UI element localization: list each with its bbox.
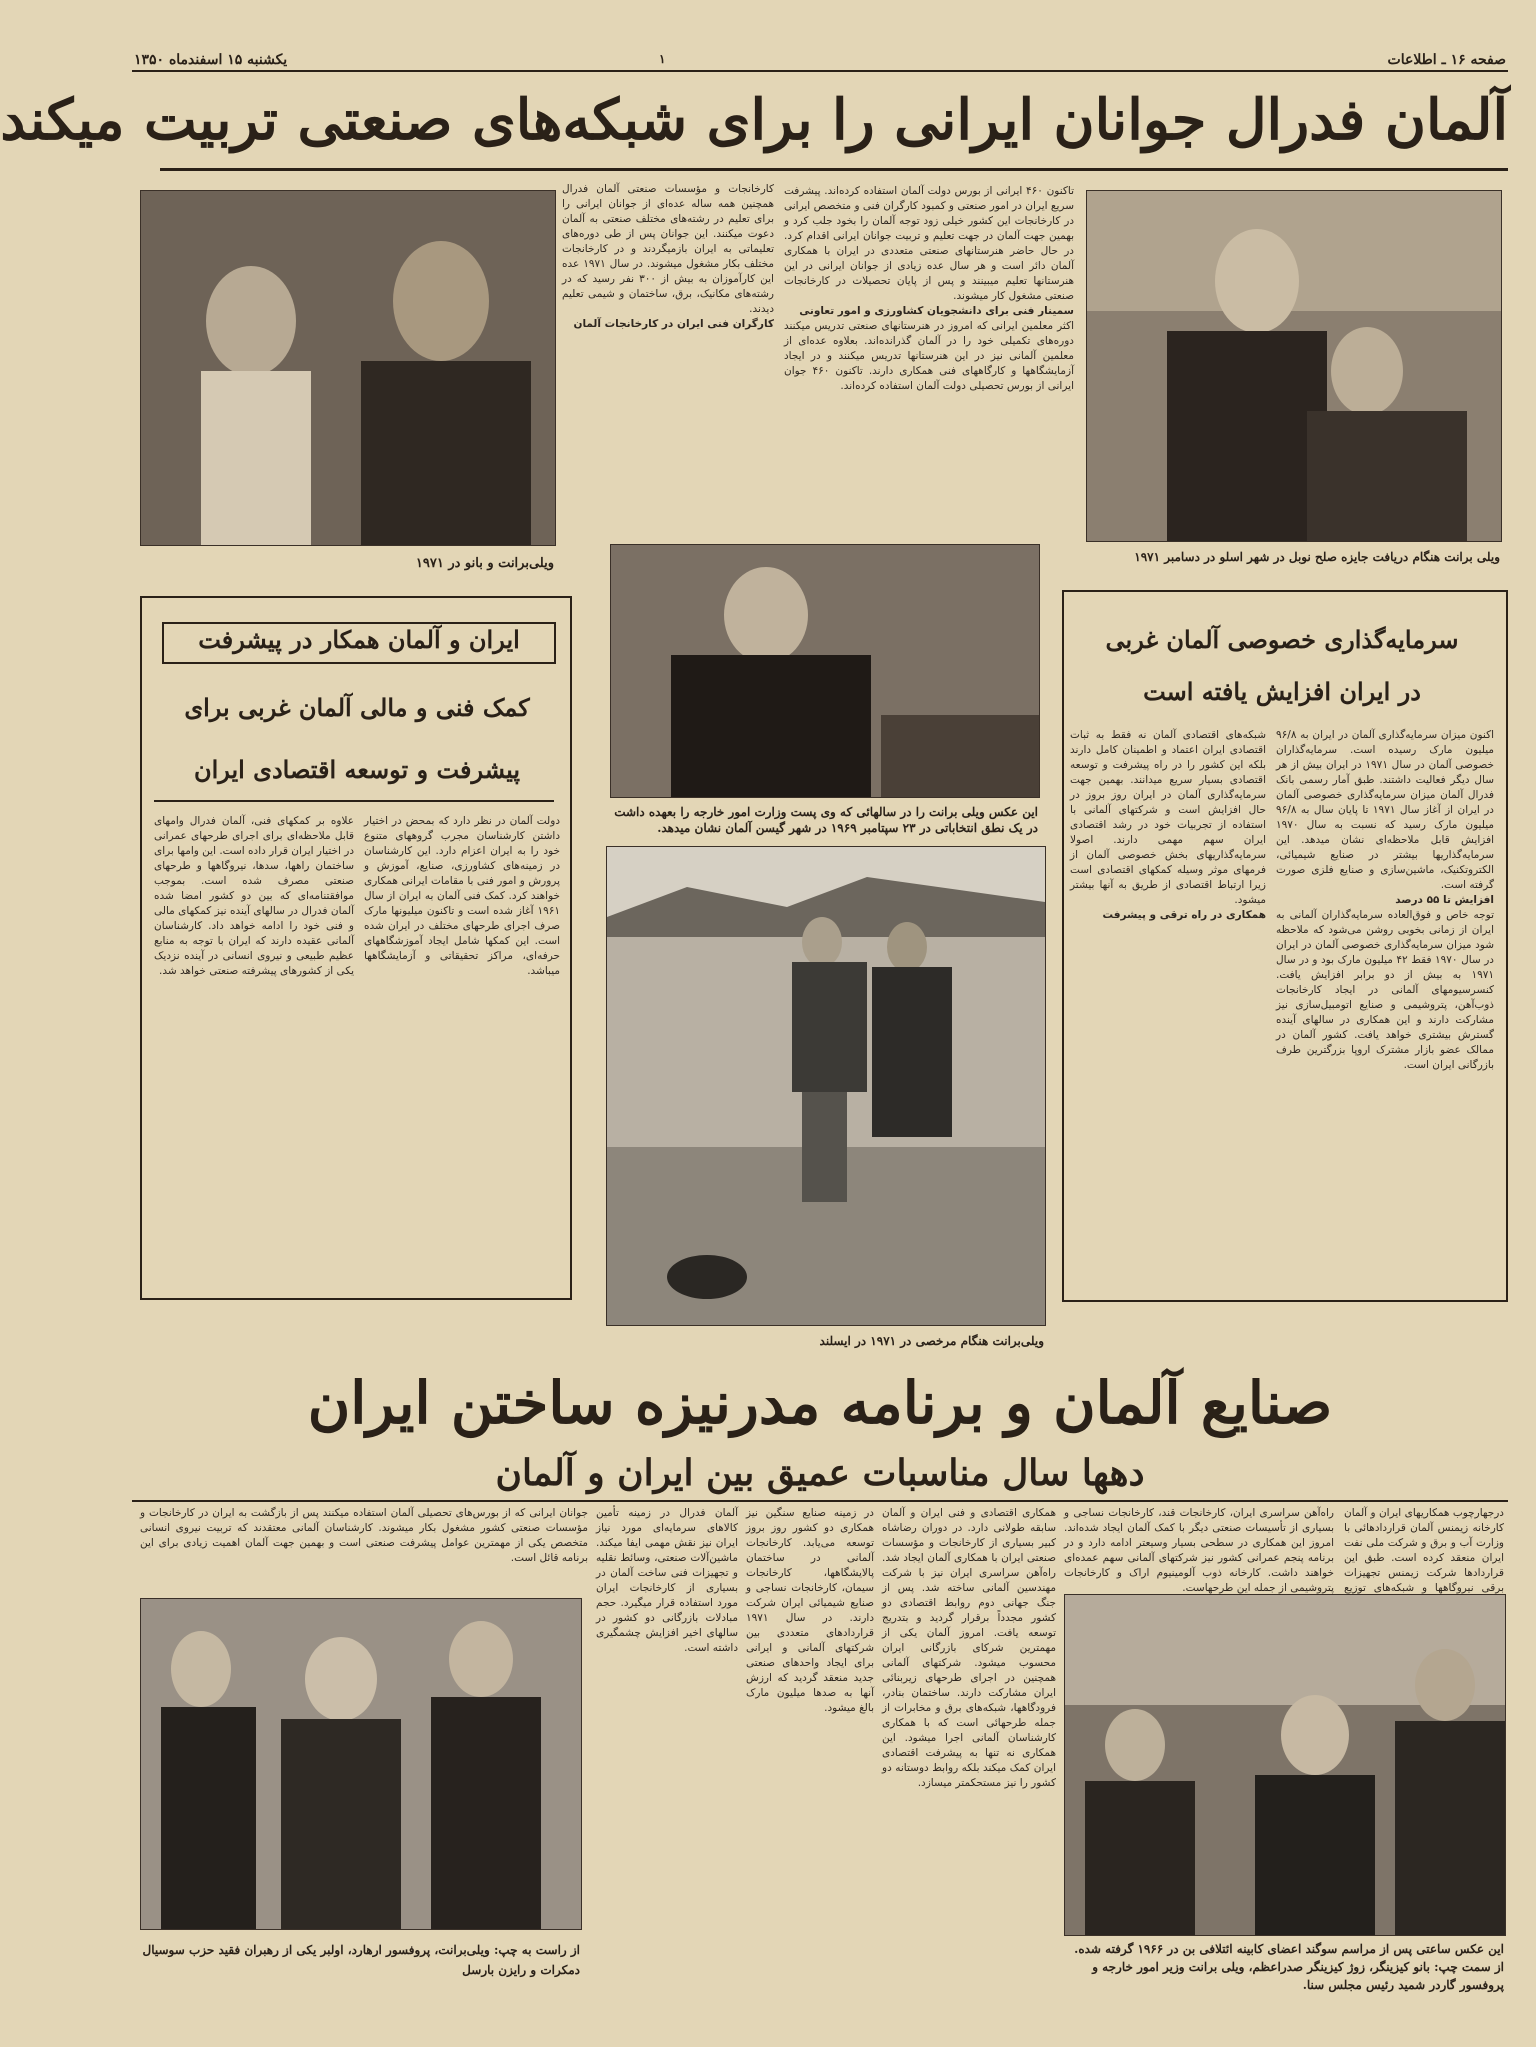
headline-rule [160,168,1508,171]
photo-group-left [140,1598,582,1930]
right-box-sub-1: همکاری در راه ترقی و پیشرفت [1102,909,1266,921]
article-text-t12: آلمان فدرال در زمینه تأمین کالاهای سرمایه‌ای مورد نیاز ایران نیز نقش مهمی ایفا میکند. ماشین‌آلات صنعتی، وسائط نقلیه و تجهیزات فنی ساخت آلمان در بسیاری از کارخانجات ایران مورد استفاده قرار میگیرد. حجم مبادلات بازرگانی دو کشور در سالهای اخیر افزایش چشمگیری داشته است. [596,1507,738,1654]
bottom-col-1 [1344,1506,1504,1596]
right-box-col-b [1070,728,1266,1288]
photo-nobel-prize [1086,190,1502,542]
photo-cabinet-oath [1064,1594,1506,1936]
bottom-col-3 [882,1506,1056,1936]
article-text-t1: تاکنون ۴۶۰ ایرانی از بورس دولت آلمان استفاده کرده‌اند. پیشرفت سریع ایران در امور صنعتی و کمبود کارگران فنی و متخصص ایرانی در کارخانجات این کشور خیلی زود توجه آلمان را بخود جلب کرد و بهمین جهت آلمان در جهت تعلیم و تربیت جوانان ایرانی اقدام کرد. در حال حاضر هنرستانهای صنعتی متعددی در ایران با همکاری آلمان دائر است و هر سال عده زیادی از جوانان ایرانی در این هنرستانها تعلیم میبینند و پس از پایان تحصیلات در کارخانجات صنعتی مشغول کار میشوند. [784,185,1075,302]
article-text-t10: جوانان ایرانی که از بورس‌های تحصیلی آلمان استفاده میکنند پس از بازگشت به ایران در کارخانجات و مؤسسات صنعتی کشور مشغول بکار میشوند. کارشناسان آلمانی معتقدند که تربیت نیروی انسانی متخصص یکی از مهمترین عوامل پیشرفت صنعتی است و بهمین جهت آلمان اهمیت زیادی برای این برنامه قائل است. [140,1507,588,1564]
left-box-divider [154,800,554,802]
article-text-t9: همکاری اقتصادی و فنی ایران و آلمان سابقه طولانی دارد. در دوران رضاشاه کبیر بسیاری از کارخانجات و مؤسسات صنعتی ایران با همکاری آلمان ایجاد شد. راه‌آهن سراسری ایران نیز با شرکت مهندسین آلمانی ساخته شد. پس از جنگ جهانی دوم روابط اقتصادی دو کشور مجدداً برقرار گردید و بتدریج توسعه یافت. امروز آلمان یکی از مهمترین شرکای بازرگانی ایران محسوب میشود. [882,1507,1056,1669]
photo-election-speech [610,544,1040,798]
left-box-title-3: پیشرفت و توسعه اقتصادی ایران [193,755,521,784]
page-number: ۱ [659,52,666,66]
article-text-t3: اکثر معلمین ایرانی که امروز در هنرستانهای صنعتی تدریس میکنند دوره‌های تکمیلی خود را در آلمان گذرانده‌اند. بعلاوه عده‌ای از معلمین آلمانی نیز در این هنرستانها تدریس میکنند و در ایجاد آزمایشگاهها و کارگاههای فنی همکاری دارند. تاکنون ۴۶۰ جوان ایرانی از بورس تحصیلی دولت آلمان استفاده کرده‌اند. [784,320,1074,392]
bottom-section-rule [132,1500,1508,1502]
right-box-title-1: سرمایه‌گذاری خصوصی آلمان غربی [1105,625,1459,654]
left-box-title-2: کمک فنی و مالی آلمان غربی برای [184,693,530,722]
article-text-t7: دولت آلمان در نظر دارد که بمحض در اختیار داشتن کارشناسان مجرب گروههای متنوع خود را به ایران اعزام دارد. این کارشناسان در زمینه‌های کشاورزی، صنایع، آموزش و پرورش و امور فنی با مقامات ایرانی همکاری خواهند کرد. کمک فنی آلمان به ایران از سال ۱۹۶۱ آغاز شده است و تاکنون میلیونها مارک صرف اجرای طرحهای مختلف در ایران شده است. این کمکها شامل ایجاد آموزشگاههای حرفه‌ای، مراکز تحقیقاتی و آزمایشگاهها میباشد. [364,815,560,977]
article-text-t11: در زمینه صنایع سنگین نیز همکاری دو کشور روز بروز توسعه می‌یابد. کارخانجات آلمانی در ساختمان پالایشگاهها، کارخانجات سیمان، کارخانجات نساجی و صنایع شیمیائی ایران شرکت دارند. در سال ۱۹۷۱ قراردادهای متعددی بین شرکتهای آلمانی و ایرانی برای ایجاد واحدهای صنعتی جدید منعقد گردید که ارزش آنها به صدها میلیون مارک بالغ میشود. [746,1507,874,1714]
left-box-col-b [154,814,354,1284]
article-text-t4: اکنون میزان سرمایه‌گذاری آلمان در ایران به ۹۶/۸ میلیون مارک رسیده است. سرمایه‌گذاران خصوصی آلمان در سال ۱۹۷۱ در ایران بیش از هر سال دیگر فعالیت داشتند. طبق آمار رسمی بانک فدرال آلمان میزان سرمایه‌گذاری خصوصی آلمان در ایران از آغاز سال ۱۹۷۱ تا پایان سال به ۹۶/۸ میلیون مارک رسید که نسبت به سال ۱۹۷۰ افزایش قابل ملاحظه‌ای نشان میدهد. این سرمایه‌گذاریها بیشتر در صنایع شیمیائی، الکتروتکنیک، ماشین‌سازی و صنایع فلزی صورت گرفته است. [1276,729,1494,891]
photo-iceland-vacation [606,846,1046,1326]
article-text-t14: راه‌آهن سراسری ایران، کارخانجات قند، کارخانجات نساجی و بسیاری از تأسیسات صنعتی دیگر با کمک آلمان ایجاد شده‌اند. امروز این همکاری در سطحی بسیار وسیعتر ادامه دارد و در برنامه پنجم عمرانی کشور نیز شرکتهای آلمانی سهم عمده‌ای خواهند داشت. کارخانه ذوب آلومینیوم اراک و کارخانجات پتروشیمی از جمله این طرحهاست. [1064,1507,1334,1594]
big-subheadline: دهها سال مناسبات عمیق بین ایران و آلمان [495,1452,1145,1494]
article-text-t2: کارخانجات و مؤسسات صنعتی آلمان فدرال همچنین همه ساله عده‌ای از جوانان ایرانی را برای تعلیم در رشته‌های مختلف صنعتی به آلمان دعوت میکنند. این جوانان پس از طی دوره‌های تعلیماتی به ایران بازمیگردند و در کارخانجات مختلف بکار مشغول میشوند. در سال ۱۹۷۱ عده این کارآموزان به بیش از ۳۰۰ نفر رسید که در رشته‌های مکانیک، برق، ساختمان و شیمی تعلیم دیدند. [562,183,774,315]
page-label: صفحه ۱۶ ـ اطلاعات [1387,52,1506,68]
caption-photo-1: ویلی‌برانت و بانو در ۱۹۷۱ [415,556,554,571]
article-text-t13: شرکتهای آلمانی همچنین در اجرای طرحهای زیربنائی ایران مشارکت دارند. ساختمان بنادر، فرودگاهها، شبکه‌های برق و مخابرات از جمله طرحهائی است که با همکاری کارشناسان آلمانی اجرا میشود. این همکاری نه تنها به پیشرفت اقتصادی ایران کمک میکند بلکه روابط دوستانه دو کشور را نیز مستحکمتر میسازد. [882,1657,1056,1789]
left-box-title-1: ایران و آلمان همکار در پیشرفت [162,622,556,664]
article-text-t5: شبکه‌های اقتصادی آلمان نه فقط به ثبات اقتصادی ایران اعتماد و اطمینان کامل دارند بلکه این کشور را در راه پیشرفت و توسعه اقتصادی بسیار سریع میدانند. بهمین جهت سرمایه‌گذاری آلمان در ایران روز بروز در حال افزایش است و شرکتهای آلمانی با استفاده از تجربیات خود در رشد اقتصادی ایران سهم مهمی دارند. اصولا سرمایه‌گذاریهای بخش خصوصی آلمان از فرمهای موثر وسیله کمکهای اقتصادی است زیرا ارتباط اقتصادی از طریق به آنها بیشتر میشود. [1070,729,1266,906]
photo-brandt-and-wife [140,190,556,546]
header-rule [132,70,1508,72]
right-box-title-2: در ایران افزایش یافته است [1143,677,1421,706]
issue-date: یکشنبه ۱۵ اسفندماه ۱۳۵۰ [134,52,288,68]
article-col-1 [562,182,774,507]
bottom-col-2 [1064,1506,1334,1596]
caption-photo-5: از راست به چپ: ویلی‌برانت، پروفسور ارهارد، اولبر یکی از رهبران فقید حزب سوسیال دمکرات و رایزن بارسل [142,1943,580,1977]
left-box-col-a [364,814,560,1284]
article-text-t8: علاوه بر کمکهای فنی، آلمان فدرال وامهای قابل ملاحظه‌ای برای اجرای طرحهای عمرانی در اختیار ایران قرار داده است. این وامها برای ساختمان راهها، سدها، نیروگاهها و طرحهای صنعتی مصرف شده است. بموجب موافقتنامه‌ای که بین دو کشور امضا شده آلمان فدرال در سالهای آینده نیز کمکهای مالی و فنی خود را ادامه خواهد داد. کارشناسان آلمانی عقیده دارند که ایران با توجه به منابع عظیم طبیعی و نیروی انسانی در آینده نزدیک یکی از کشورهای پیشرفته صنعتی خواهد شد. [154,815,354,977]
right-box-sub-2: افزایش تا ۵۵ درصد [1395,894,1494,906]
caption-photo-4: ویلی‌برانت هنگام مرخصی در ۱۹۷۱ در ایسلند [819,1334,1044,1348]
caption-photo-2: ویلی برانت هنگام دریافت جایزه صلح نوبل در شهر اسلو در دسامبر ۱۹۷۱ [1134,550,1500,564]
right-box-col-a [1276,728,1494,1288]
mid-subheading: کارگران فنی ایران در کارخانجات آلمان [573,318,774,330]
article-text-t15: درجهارچوب همکاریهای ایران و آلمان کارخانه زیمنس آلمان قراردادهائی با وزارت آب و برق و شرکت ملی نفت ایران منعقد کرده است. طبق این قراردادها شرکت زیمنس تجهیزات برقی نیروگاهها و شبکه‌های توزیع [1344,1507,1504,1594]
main-headline: آلمان فدرال جوانان ایرانی را برای شبکه‌های صنعتی تربیت میکند [0,87,1508,153]
big-headline: صنایع آلمان و برنامه مدرنیزه ساختن ایران [307,1369,1333,1437]
caption-photo-6: این عکس ساعتی پس از مراسم سوگند اعضای کابینه ائتلافی بن در ۱۹۶۶ گرفته شده. از سمت چپ: بانو کیزینگر، زوژ کیزینگر صدراعظم، ویلی برانت وزیر امور خارجه و پروفسور گاردر شمید رئیس مجلس سنا. [1074,1942,1504,1992]
caption-photo-3: این عکس ویلی برانت را در سالهائی که وی پست وزارت امور خارجه را بعهده داشت در یک نطق انتخاباتی در ۲۳ سپتامبر ۱۹۶۹ در شهر گیسن آلمان نشان میدهد. [614,805,1038,835]
bottom-col-6 [140,1506,588,1590]
article-col-2 [784,184,1074,514]
bottom-col-5 [596,1506,738,1936]
mid-subheading-2: سمینار فنی برای دانشجویان کشاورزی و امور تعاونی [799,305,1074,317]
article-text-t6: توجه خاص و فوق‌العاده سرمایه‌گذاران آلمانی به ایران از زمانی بخوبی روشن می‌شود که ملاحظه شود میزان سرمایه‌گذاری خصوصی آلمان در ایران در سال ۱۹۷۰ فقط ۴۲ میلیون مارک بود و در سال ۱۹۷۱ به بیش از دو برابر افزایش یافت. کنسرسیومهای آلمانی در ایجاد کارخانجات ذوب‌آهن، پتروشیمی و صنایع اتومبیل‌سازی نیز مشارکت دارند و این همکاری در سالهای آینده گسترش بیشتری خواهد یافت. کشور آلمان در ممالک عضو بازار مشترک اروپا بزرگترین طرف بازرگانی ایران است. [1276,909,1494,1071]
bottom-col-4 [746,1506,874,1936]
